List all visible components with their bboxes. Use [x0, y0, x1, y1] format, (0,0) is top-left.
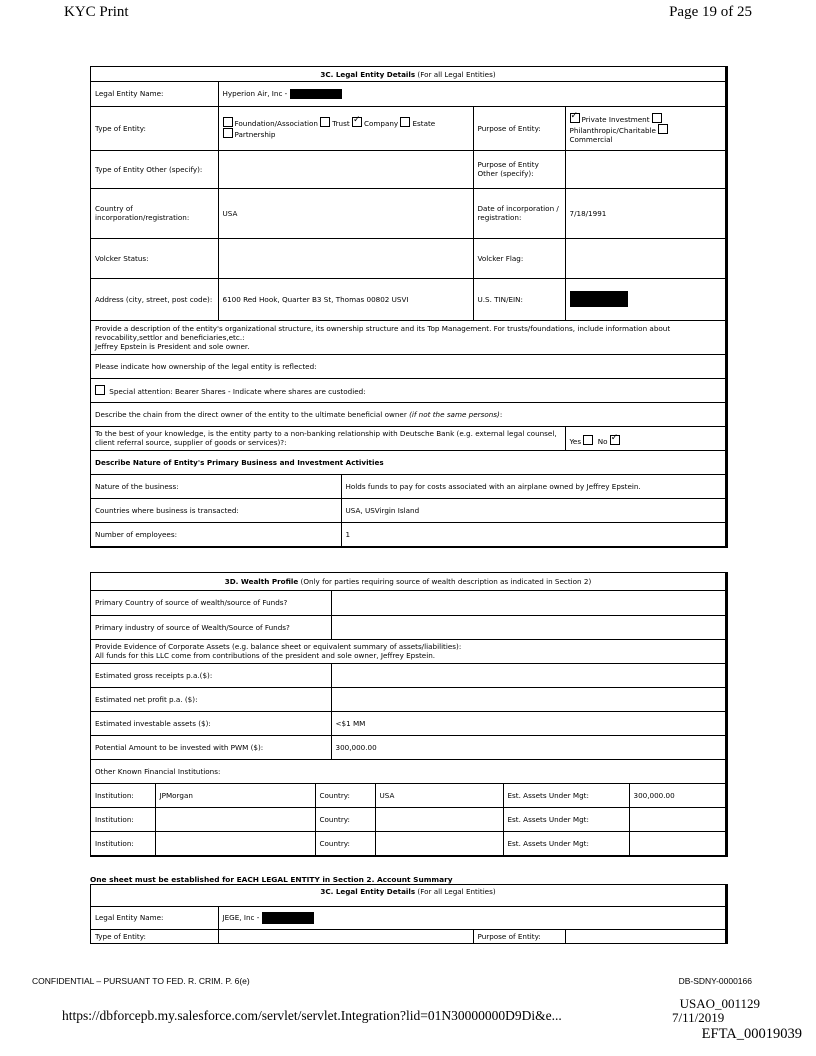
institution-name: JPMorgan: [155, 784, 315, 808]
volcker-status-value: [218, 238, 473, 278]
institution-country: USA: [375, 784, 503, 808]
bearer-shares-checkbox[interactable]: [95, 385, 105, 395]
table-row: [91, 832, 725, 856]
address-label: Address (city, street, post code):: [91, 278, 218, 320]
non-banking-prompt: To the best of your knowledge, is the entity party to a non-banking relationship with Deutsche Bank (e.g. external legal counsel, client referral source, supplier of goods or services)?:: [91, 426, 565, 450]
nature-value: Holds funds to pay for costs associated with an airplane owned by Jeffrey Epstein.: [341, 475, 725, 499]
redaction-bar: [570, 291, 628, 307]
address-value: 6100 Red Hook, Quarter B3 St, Thomas 00802 USVI: [218, 278, 473, 320]
trust-checkbox[interactable]: [320, 117, 330, 127]
institution-label: Institution:: [91, 808, 155, 832]
employees-label: Number of employees:: [91, 523, 341, 547]
non-banking-answer: Yes No ✓: [565, 426, 725, 450]
partnership-checkbox[interactable]: [223, 128, 233, 138]
potential-amount-value: 300,000.00: [331, 735, 725, 759]
institution-label: Institution:: [91, 832, 155, 856]
net-profit-value: [331, 687, 725, 711]
page-header-title: KYC Print: [64, 4, 129, 20]
institution-assets: [629, 832, 725, 856]
commercial-checkbox[interactable]: [658, 124, 668, 134]
legal-entity-name-value: JEGE, Inc -: [218, 907, 725, 929]
tin-value: [565, 278, 725, 320]
country-label: Country of incorporation/registration:: [91, 188, 218, 238]
tin-label: U.S. TIN/EIN:: [473, 278, 565, 320]
org-structure-description: Provide a description of the entity's organizational structure, its ownership structure and its Top Management. For trusts/foundations, include information about revocability,settlor and beneficiaries,etc.: Jeffrey Epstein is President and sole owner.: [91, 320, 725, 354]
volcker-flag-value: [565, 238, 725, 278]
legal-entity-sheet-note: One sheet must be established for EACH LEGAL ENTITY in Section 2. Account Summary: [90, 875, 453, 884]
type-of-entity-value: [218, 929, 473, 943]
section-title: 3C. Legal Entity Details (For all Legal Entities): [91, 67, 725, 82]
private-investment-checkbox[interactable]: [570, 113, 580, 123]
legal-entity-name-label: Legal Entity Name:: [91, 907, 218, 929]
company-checkbox[interactable]: [352, 117, 362, 127]
estate-checkbox[interactable]: [400, 117, 410, 127]
yes-checkbox[interactable]: [583, 435, 593, 445]
institution-country: [375, 808, 503, 832]
ownership-prompt: Please indicate how ownership of the legal entity is reflected:: [91, 354, 725, 378]
legal-entity-details-form: [90, 66, 728, 548]
countries-label: Countries where business is transacted:: [91, 499, 341, 523]
institution-name: [155, 808, 315, 832]
legal-entity-details-form-2: [90, 884, 728, 944]
confidentiality-notice: CONFIDENTIAL – PURSUANT TO FED. R. CRIM. P. 6(e): [32, 976, 250, 986]
purpose-of-entity-label: Purpose of Entity:: [473, 929, 565, 943]
nature-label: Nature of the business:: [91, 475, 341, 499]
country-value: USA: [218, 188, 473, 238]
legal-entity-name-value: Hyperion Air, Inc -: [218, 82, 725, 106]
table-row: [91, 808, 725, 832]
employees-value: 1: [341, 523, 725, 547]
institution-assets: 300,000.00: [629, 784, 725, 808]
primary-country-label: Primary Country of source of wealth/source of Funds?: [91, 591, 331, 615]
assets-label: Est. Assets Under Mgt:: [503, 832, 629, 856]
date-incorporation-label: Date of incorporation / registration:: [473, 188, 565, 238]
institution-label: Institution:: [91, 784, 155, 808]
purpose-other-value: [565, 150, 725, 188]
country-label: Country:: [315, 808, 375, 832]
volcker-status-label: Volcker Status:: [91, 238, 218, 278]
usao-number: USAO_001129: [679, 996, 760, 1011]
purpose-options: ✓Private Investment Philanthropic/Charitable Commercial: [565, 106, 725, 150]
type-other-value: [218, 150, 473, 188]
legal-entity-name-label: Legal Entity Name:: [91, 82, 218, 106]
institution-assets: [629, 808, 725, 832]
nature-heading: Describe Nature of Entity's Primary Business and Investment Activities: [91, 450, 725, 474]
page-number: Page 19 of 25: [669, 4, 752, 20]
source-url: https://dbforcepb.my.salesforce.com/servlet/servlet.Integration?lid=01N30000000D9Di&e...: [62, 1008, 562, 1023]
primary-country-value: [331, 591, 725, 615]
date-incorporation-value: 7/18/1991: [565, 188, 725, 238]
gross-receipts-value: [331, 663, 725, 687]
assets-label: Est. Assets Under Mgt:: [503, 808, 629, 832]
country-label: Country:: [315, 784, 375, 808]
countries-value: USA, USVirgin Island: [341, 499, 725, 523]
purpose-of-entity-value: [565, 929, 725, 943]
type-other-label: Type of Entity Other (specify):: [91, 150, 218, 188]
net-profit-label: Estimated net profit p.a. ($):: [91, 687, 331, 711]
efta-number: EFTA_00019039: [701, 1026, 802, 1042]
ownership-chain-prompt: Describe the chain from the direct owner of the entity to the ultimate beneficial owner (if not the same persons):: [91, 402, 725, 426]
gross-receipts-label: Estimated gross receipts p.a.($):: [91, 663, 331, 687]
print-date: 7/11/2019: [672, 1010, 725, 1025]
type-of-entity-label: Type of Entity:: [91, 106, 218, 150]
other-financial-institutions-label: Other Known Financial Institutions:: [91, 759, 725, 783]
type-of-entity-options: Foundation/Association Trust ✓ Company Estate Partnership: [218, 106, 473, 150]
redaction-bar: [290, 89, 342, 99]
investable-assets-value: <$1 MM: [331, 711, 725, 735]
foundation-checkbox[interactable]: [223, 117, 233, 127]
potential-amount-label: Potential Amount to be invested with PWM ($):: [91, 735, 331, 759]
philanthropic-checkbox[interactable]: [652, 113, 662, 123]
wealth-profile-form: [90, 572, 728, 857]
purpose-other-label: Purpose of Entity Other (specify):: [473, 150, 565, 188]
table-row: [91, 784, 725, 808]
type-of-entity-label: Type of Entity:: [91, 929, 218, 943]
section-title: 3C. Legal Entity Details (For all Legal Entities): [91, 885, 725, 907]
primary-industry-value: [331, 615, 725, 639]
no-checkbox[interactable]: [610, 435, 620, 445]
bates-number: DB-SDNY-0000166: [678, 976, 752, 986]
section-title: 3D. Wealth Profile (Only for parties requiring source of wealth description as indicated in Section 2): [91, 573, 725, 591]
institution-name: [155, 832, 315, 856]
purpose-of-entity-label: Purpose of Entity:: [473, 106, 565, 150]
assets-label: Est. Assets Under Mgt:: [503, 784, 629, 808]
redaction-bar: [262, 912, 314, 924]
volcker-flag-label: Volcker Flag:: [473, 238, 565, 278]
investable-assets-label: Estimated investable assets ($):: [91, 711, 331, 735]
primary-industry-label: Primary industry of source of Wealth/Source of Funds?: [91, 615, 331, 639]
corporate-assets-evidence: Provide Evidence of Corporate Assets (e.g. balance sheet or equivalent summary of assets/liabilities): All funds for this LLC come from contributions of the president and sole owner, Jeffrey Epstein.: [91, 639, 725, 663]
institution-country: [375, 832, 503, 856]
bearer-shares-row: Special attention: Bearer Shares - Indicate where shares are custodied:: [91, 378, 725, 402]
country-label: Country:: [315, 832, 375, 856]
